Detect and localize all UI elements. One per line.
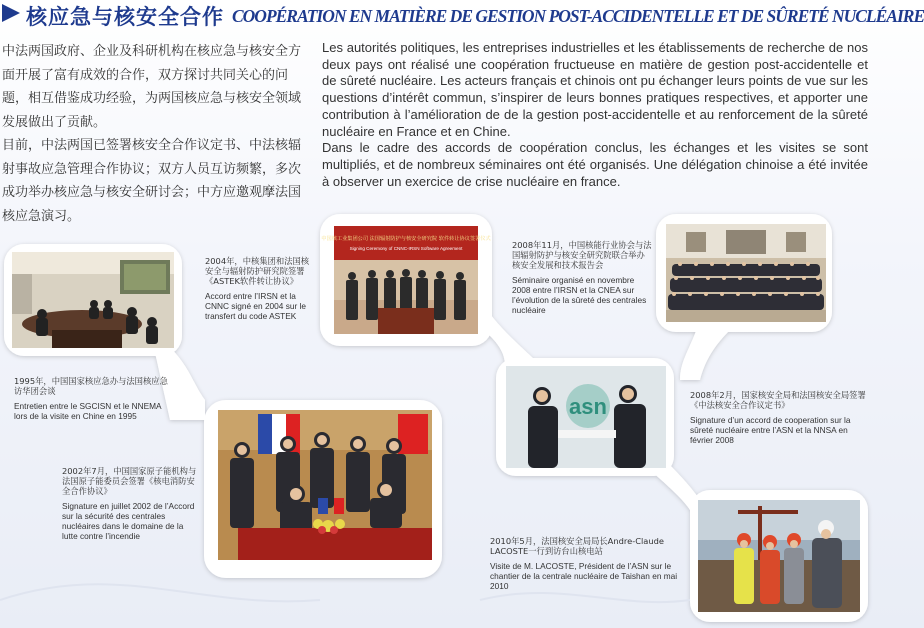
intro-cn-paragraph-1: 中法两国政府、企业及科研机构在核应急与核安全方面开展了富有成效的合作，双方探讨共同关心的问题，相互借鉴成功经验，为两国核应急与核安全领域发展做出了贡献。 (2, 44, 302, 130)
page-title-fr: COOPÉRATION EN MATIÈRE DE GESTION POST-ACCIDENTELLE ET DE SÛRETÉ NUCLÉAIRE (232, 6, 924, 26)
photo-asn-2008 (506, 366, 666, 468)
caption-2002-fr: Signature en juillet 2002 de l’Accord sur la sécurité des centrales nucléaires dans le domaine de la lutte contre l’incendie (62, 501, 195, 541)
page-title-cn: 核应急与核安全合作 (26, 5, 224, 29)
caption-2010 (490, 536, 680, 591)
intro-fr-paragraph-1: Les autorités politiques, les entreprises industrielles et les établissements de recherche de nos deux pays ont réalisé une coopération fructueuse en matière de gestion post-accidentelle et de sûreté nucléaire. Les acteurs français et chinois ont pu échanger leurs points de vue sur les questions d’intérêt commun, s’inspirer de leurs bonnes pratiques respectives, et apporter une contribution à l’amélioration de de la gestion post-accidentelle et au renforcement de la sûreté nucléaire en France et en Chine. (322, 40, 868, 139)
caption-2008-feb (690, 390, 866, 445)
caption-2004 (205, 256, 315, 321)
caption-1995-fr: Entretien entre le SGCISN et le NNEMA lors de la visite en Chine en 1995 (14, 401, 162, 421)
caption-2004-fr: Accord entre l’IRSN et la CNNC signé en 2004 sur le transfert du code ASTEK (205, 291, 306, 321)
intro-cn-paragraph-2: 目前，中法两国已签署核安全合作议定书、中法核辐射事故应急管理合作协议；双方人员互访频繁，多次成功举办核应急与核安全研讨会；中方应邀观摩法国核应急演习。 (2, 138, 302, 224)
caption-2008-feb-cn: 2008年2月，国家核安全局和法国核安全局签署《中法核安全合作议定书》 (690, 390, 866, 410)
caption-2010-cn: 2010年5月，法国核安全局局长Andre-Claude LACOSTE一行到访台山核电站 (490, 536, 665, 556)
intro-text-fr (322, 40, 868, 190)
photo-signing-2002 (218, 410, 432, 560)
caption-2002-cn: 2002年7月，中国国家原子能机构与法国原子能委员会签署《核电消防安全合作协议》 (62, 466, 197, 496)
intro-text-cn (2, 40, 307, 228)
photo-group-2008 (666, 224, 826, 322)
title-arrow-icon (0, 3, 22, 23)
caption-2004-cn: 2004年，中核集团和法国核安全与辐射防护研究院签署《ASTEK软件转让协议》 (205, 256, 310, 286)
caption-2008-nov-cn: 2008年11月，中国核能行业协会与法国辐射防护与核安全研究院联合举办核安全发展和技术报告会 (512, 240, 652, 270)
caption-1995-cn: 1995年，中国国家核应急办与法国核应急访华团会谈 (14, 376, 168, 396)
photo-meeting-1995 (12, 252, 174, 348)
caption-2002 (62, 466, 200, 541)
photo-signing-2004 (321, 226, 491, 334)
photo-taishan-2010 (698, 500, 860, 612)
caption-2008-nov (512, 240, 652, 315)
caption-2008-feb-fr: Signature d’un accord de cooperation sur la sûreté nucléaire entre l’ASN et la NNSA en février 2008 (690, 415, 851, 445)
caption-2010-fr: Visite de M. LACOSTE, Président de l’ASN sur le chantier de la centrale nucléaire de Taishan en mai 2010 (490, 561, 678, 591)
caption-2008-nov-fr: Séminaire organisé en novembre 2008 entre l’IRSN et la CNEA sur l’évolution de la sûreté des centrales nucléaire (512, 275, 647, 315)
banner-line-1: 中国核工业集团公司 法国辐射防护与核安全研究院 软件转让协议签署仪式 (321, 236, 491, 242)
intro-fr-paragraph-2: Dans le cadre des accords de coopération conclus, les échanges et les visites se sont multipliés, et de nombreux séminaires ont été organisés. Une délégation chinoise a été invitée à observer un exercice de crise nucléaire en france. (322, 140, 868, 189)
caption-1995 (14, 376, 174, 421)
banner-line-2: Signing Ceremony of CNNC-IRSN Software Agreement (349, 246, 463, 251)
asn-logo: asn (569, 394, 607, 419)
